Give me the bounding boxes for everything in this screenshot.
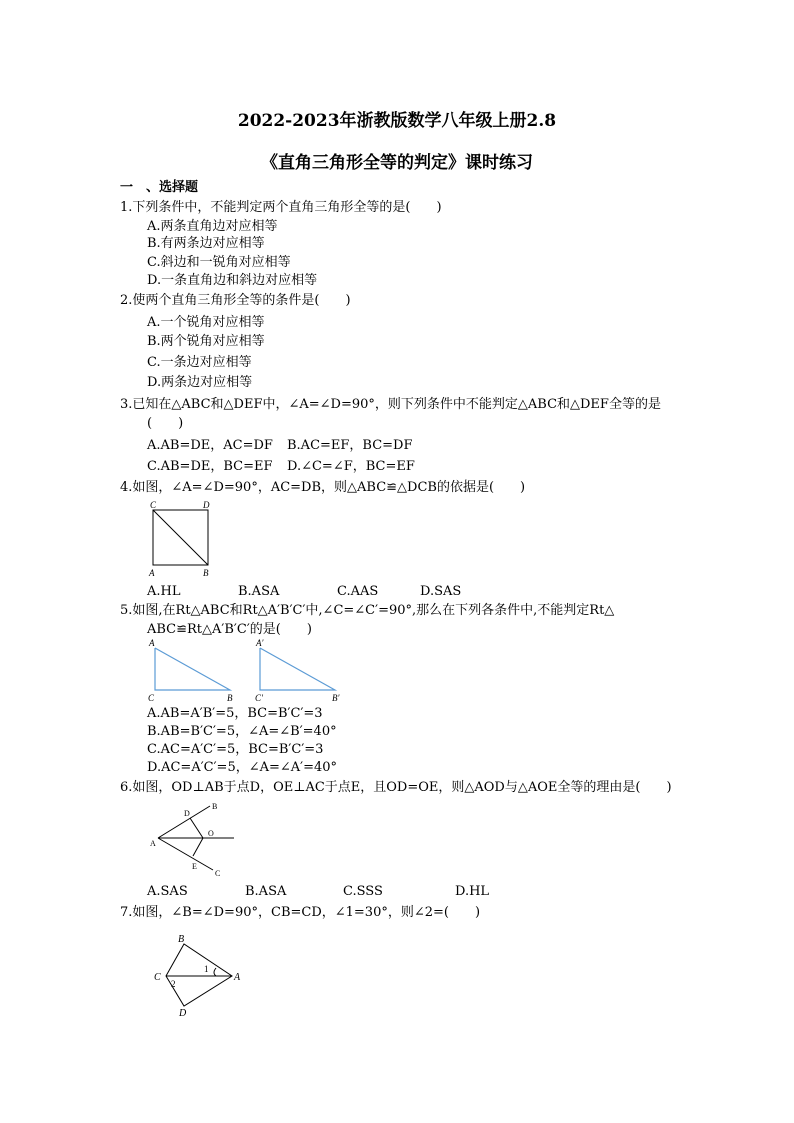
q7-label-d: D bbox=[179, 1008, 187, 1019]
q4-option-a: A.HL bbox=[147, 584, 181, 599]
title-line-1: 2022-2023年浙教版数学八年级上册2.8 bbox=[237, 111, 557, 131]
q6-label-c: C bbox=[215, 869, 221, 878]
q3-stem: 3.已知在△ABC和△DEF中，∠A=∠D=90°，则下列条件中不能判定△ABC和△DEF全等的是 bbox=[120, 397, 661, 412]
q7-kite bbox=[166, 944, 232, 1006]
title-line-2: 《直角三角形全等的判定》课时练习 bbox=[261, 153, 533, 173]
q5-triangle-abc bbox=[155, 648, 230, 690]
q3-option-a: A.AB=DE，AC=DF bbox=[147, 438, 273, 453]
q6-ray-ac bbox=[158, 838, 213, 870]
q5-option-a: A.AB=A′B′=5，BC=B′C′=3 bbox=[147, 706, 323, 721]
q3-stem-cont: ( ) bbox=[147, 416, 184, 431]
q1-stem: 1.下列条件中，不能判定两个直角三角形全等的是( ) bbox=[120, 200, 442, 215]
q6-figure bbox=[148, 800, 243, 880]
q4-label-a: A bbox=[149, 568, 155, 578]
q5-label-c-prime: C′ bbox=[255, 693, 263, 703]
q7-figure bbox=[150, 930, 250, 1020]
q6-stem: 6.如图，OD⊥AB于点D，OE⊥AC于点E，且OD=OE，则△AOD与△AOE全等的理由是( ) bbox=[120, 780, 672, 795]
q4-label-d: D bbox=[203, 500, 210, 510]
q3-option-b: B.AC=EF，BC=DF bbox=[287, 438, 413, 453]
q7-label-c: C bbox=[154, 972, 161, 983]
q2-option-c: C.一条边对应相等 bbox=[147, 355, 252, 370]
q6-option-c: C.SSS bbox=[343, 884, 383, 899]
q6-label-d: D bbox=[184, 809, 190, 818]
q5-option-b: B.AB=B′C′=5，∠A=∠B′=40° bbox=[147, 724, 337, 739]
section-heading: 一 、选择题 bbox=[120, 180, 199, 195]
q6-segment-od bbox=[190, 818, 203, 838]
q5-option-c: C.AC=A′C′=5，BC=B′C′=3 bbox=[147, 742, 324, 757]
q6-option-d: D.HL bbox=[455, 884, 490, 899]
q5-stem: 5.如图,在Rt△ABC和Rt△A′B′C′中,∠C=∠C′=90°,那么在下列各条件中,不能判定Rt△ bbox=[120, 603, 615, 618]
q7-label-a: A bbox=[234, 972, 241, 983]
q4-label-c: C bbox=[150, 500, 157, 510]
q3-option-d: D.∠C=∠F，BC=EF bbox=[287, 459, 415, 474]
q6-segment-oe bbox=[193, 838, 203, 856]
q7-label-angle-2: 2 bbox=[171, 979, 176, 989]
q4-option-c: C.AAS bbox=[337, 584, 379, 599]
q7-label-angle-1: 1 bbox=[204, 964, 209, 974]
q6-label-o: O bbox=[208, 829, 214, 838]
q1-option-c: C.斜边和一锐角对应相等 bbox=[147, 255, 291, 270]
q4-stem: 4.如图，∠A=∠D=90°，AC=DB，则△ABC≌△DCB的依据是( ) bbox=[120, 480, 526, 495]
q5-stem-cont: ABC≌Rt△A′B′C′的是( ) bbox=[147, 622, 312, 637]
q1-option-d: D.一条直角边和斜边对应相等 bbox=[147, 273, 318, 288]
q7-angle-arc bbox=[214, 968, 216, 976]
q7-label-b: B bbox=[178, 934, 185, 945]
q2-stem: 2.使两个直角三角形全等的条件是( ) bbox=[120, 293, 351, 308]
q2-option-d: D.两条边对应相等 bbox=[147, 375, 253, 390]
q5-label-b-prime: B′ bbox=[332, 693, 340, 703]
q7-stem: 7.如图，∠B=∠D=90°，CB=CD，∠1=30°，则∠2=( ) bbox=[120, 905, 481, 920]
q1-option-a: A.两条直角边对应相等 bbox=[147, 219, 278, 234]
q4-diagonal bbox=[153, 510, 208, 565]
q6-label-a: A bbox=[150, 839, 156, 848]
q6-option-b: B.ASA bbox=[245, 884, 287, 899]
q6-option-a: A.SAS bbox=[147, 884, 188, 899]
q4-figure bbox=[145, 500, 215, 580]
q5-label-a: A bbox=[149, 638, 155, 648]
q6-label-e: E bbox=[192, 862, 197, 871]
q5-option-d: D.AC=A′C′=5，∠A=∠A′=40° bbox=[147, 760, 338, 775]
q4-label-b: B bbox=[203, 568, 209, 578]
q5-label-a-prime: A′ bbox=[256, 638, 264, 648]
q6-label-b: B bbox=[212, 802, 218, 811]
q5-label-c: C bbox=[148, 693, 155, 703]
q3-option-c: C.AB=DE，BC=EF bbox=[147, 459, 273, 474]
q2-option-a: A.一个锐角对应相等 bbox=[147, 315, 265, 330]
q5-label-b: B bbox=[227, 693, 233, 703]
q5-triangle-a2b2c2 bbox=[260, 648, 335, 690]
q1-option-b: B.有两条边对应相等 bbox=[147, 236, 265, 251]
q4-option-b: B.ASA bbox=[238, 584, 280, 599]
q5-figure bbox=[145, 638, 355, 708]
q2-option-b: B.两个锐角对应相等 bbox=[147, 334, 265, 349]
q4-option-d: D.SAS bbox=[420, 584, 462, 599]
